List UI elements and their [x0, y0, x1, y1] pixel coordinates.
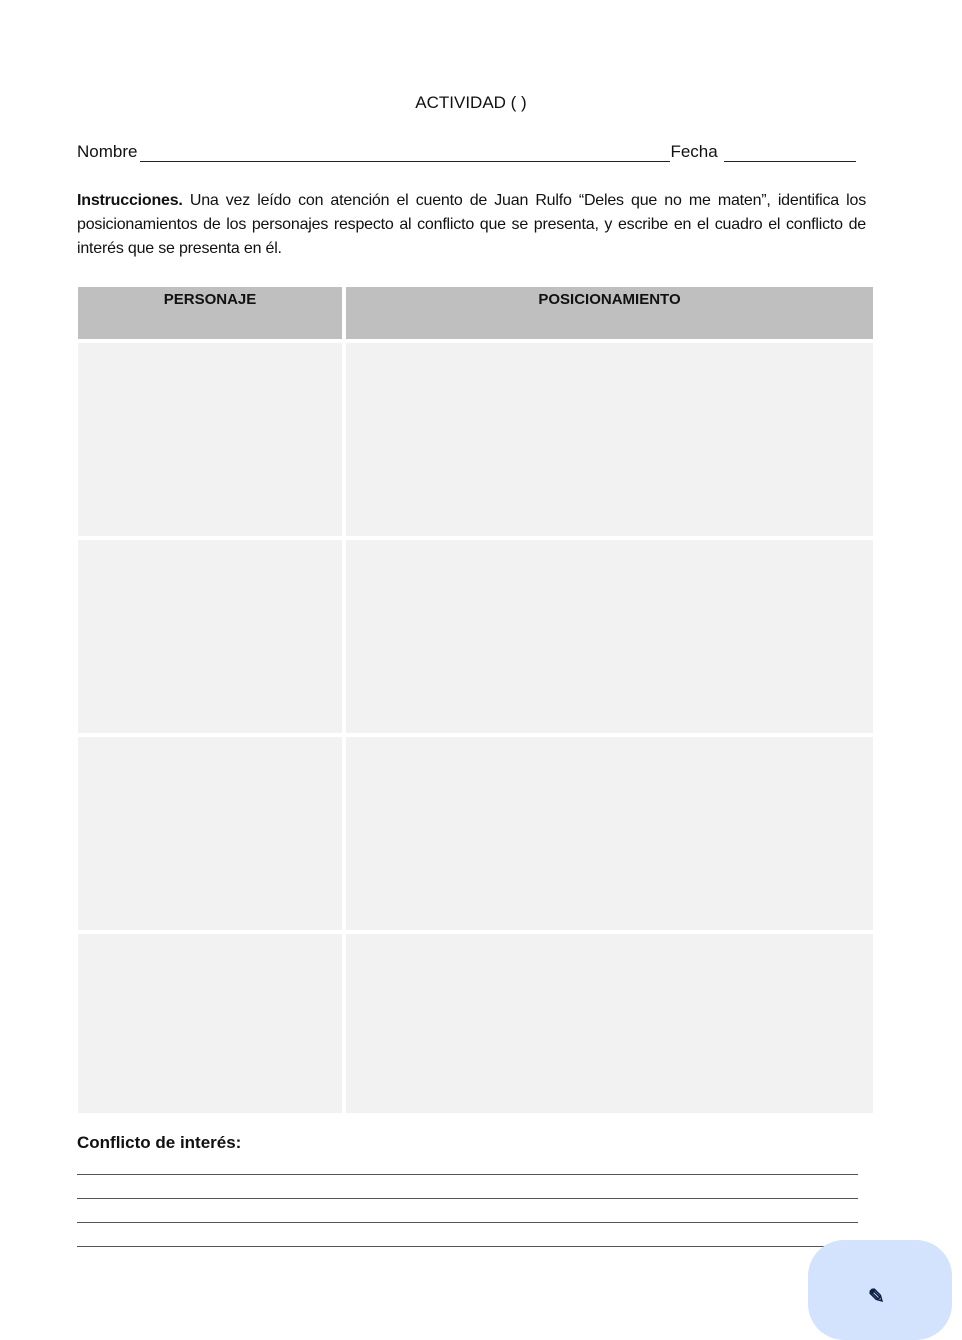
answer-line[interactable]: [77, 1174, 858, 1175]
positions-table: [78, 287, 873, 1113]
answer-line[interactable]: [77, 1198, 858, 1199]
posicionamiento-cell[interactable]: [346, 536, 873, 733]
document-title: ACTIVIDAD ( ): [415, 93, 527, 112]
name-field[interactable]: [140, 143, 670, 162]
name-label: Nombre: [77, 142, 138, 161]
personaje-cell[interactable]: [78, 733, 346, 930]
instructions: [77, 189, 866, 261]
edit-icon: ✎: [868, 1286, 885, 1308]
answer-line[interactable]: [77, 1246, 858, 1247]
personaje-cell[interactable]: [78, 536, 346, 733]
date-label: Fecha: [670, 142, 718, 161]
posicionamiento-cell[interactable]: [346, 733, 873, 930]
conflict-label: Conflicto de interés:: [77, 1133, 242, 1152]
table-row: [78, 536, 873, 733]
header-posicionamiento: POSICIONAMIENTO: [346, 287, 873, 339]
table-row: [78, 733, 873, 930]
table-row: [78, 930, 873, 1113]
personaje-cell[interactable]: [78, 339, 346, 536]
table-row: [78, 339, 873, 536]
name-date-row: [77, 142, 862, 162]
posicionamiento-cell[interactable]: [346, 339, 873, 536]
posicionamiento-cell[interactable]: [346, 930, 873, 1113]
answer-line[interactable]: [77, 1222, 858, 1223]
header-personaje: PERSONAJE: [78, 287, 346, 339]
date-field[interactable]: [724, 143, 856, 162]
floating-action-button[interactable]: [808, 1240, 952, 1340]
instructions-label: Instrucciones.: [77, 192, 183, 209]
personaje-cell[interactable]: [78, 930, 346, 1113]
instructions-text: Una vez leído con atención el cuento de Juan Rulfo “Deles que no me maten”, identifica los posicionamientos de los personajes respecto al conflicto que se presenta, y escribe en el cuadro el conflicto de interés que se presenta en él.: [77, 192, 866, 257]
